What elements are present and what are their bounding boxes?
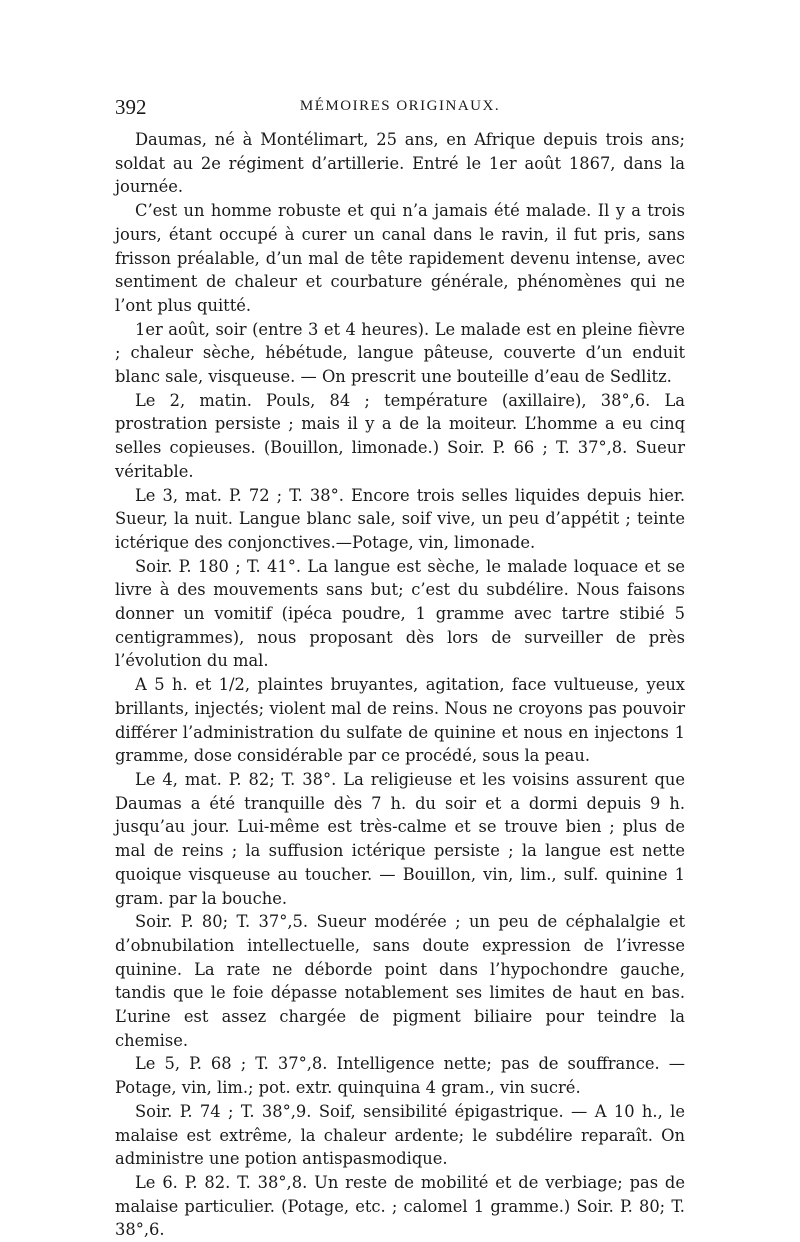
paragraph-day-5: Le 5, P. 68 ; T. 37°,8. Intelligence nette; pas de souffrance. —Potage, vin, lim.; pot. extr. quinquina 4 gram., vin sucré. [115, 1054, 685, 1098]
paragraph-day-4-evening: Soir. P. 80; T. 37°,5. Sueur modérée ; un peu de céphalalgie et d’obnubilation intellectuelle, sans doute expression de l’ivresse quinine. La rate ne déborde point dans l’hypochondre gauche, tandis que le foie dépasse notablement ses limites de haut en bas. L’urine est assez chargée de pigment biliaire pour teindre la chemise. [115, 912, 685, 1050]
paragraph-day-5-evening: Soir. P. 74 ; T. 38°,9. Soif, sensibilité épigastrique. — A 10 h., le malaise est extrême, la chaleur ardente; le subdélire reparaît. On administre une potion antispasmodique. [115, 1101, 685, 1169]
paragraph-day-4-morning: Le 4, mat. P. 82; T. 38°. La religieuse et les voisins assurent que Daumas a été tranquille dès 7 h. du soir et a dormi depuis 9 h. jusqu’au jour. Lui-même est très-calme et se trouve bien ; plus de mal de reins ; la suffusion ictérique persiste ; la langue est nette quoique visqueuse au toucher. — Bouillon, vin, lim., sulf. quinine 1 gram. par la bouche. [115, 769, 685, 908]
paragraph-day-3-half-past-five: A 5 h. et 1/2, plaintes bruyantes, agitation, face vultueuse, yeux brillants, injectés; violent mal de reins. Nous ne croyons pas pouvoir différer l’administration du sulfate de quinine et nous en injectons 1 gramme, dose considérable par ce procédé, sous la peau. [115, 675, 685, 766]
body-text [115, 128, 685, 1242]
page-header [115, 95, 685, 119]
paragraph-history: C’est un homme robuste et qui n’a jamais été malade. Il y a trois jours, étant occupé à curer un canal dans le ravin, il fut pris, sans frisson préalable, d’un mal de tête rapidement devenu intense, avec sentiment de chaleur et courbature générale, phénomènes qui ne l’ont plus quitté. [115, 201, 685, 315]
paragraph-day-3-evening: Soir. P. 180 ; T. 41°. La langue est sèche, le malade loquace et se livre à des mouvements sans but; c’est du subdélire. Nous faisons donner un vomitif (ipéca poudre, 1 gramme avec tartre stibié 5 centigrammes), nous proposant dès lors de surveiller de près l’évolution du mal. [115, 556, 685, 671]
paragraph-day-3-morning: Le 3, mat. P. 72 ; T. 38°. Encore trois selles liquides depuis hier. Sueur, la nuit. Langue blanc sale, soif vive, un peu d’appétit ; teinte ictérique des conjonctives.—Potage, vin, limonade. [115, 485, 685, 552]
paragraph-day-6: Le 6. P. 82. T. 38°,8. Un reste de mobilité et de verbiage; pas de malaise particulier. (Potage, etc. ; calomel 1 gramme.) Soir. P. 80; T. 38°,6. [115, 1172, 685, 1240]
paragraph-patient-intro: Daumas, né à Montélimart, 25 ans, en Afrique depuis trois ans; soldat au 2e régiment d’artillerie. Entré le 1er août 1867, dans la journée. [115, 130, 685, 197]
paragraph-day-2: Le 2, matin. Pouls, 84 ; température (axillaire), 38°,6. La prostration persiste ; mais il y a de la moiteur. L’homme a eu cinq selles copieuses. (Bouillon, limonade.) Soir. P. 66 ; T. 37°,8. Sueur véritable. [115, 390, 685, 481]
running-title: MÉMOIRES ORIGINAUX. [299, 98, 501, 114]
paragraph-august-1-evening: 1er août, soir (entre 3 et 4 heures). Le malade est en pleine fièvre ; chaleur sèche, hébétude, langue pâteuse, couverte d’un enduit blanc sale, visqueuse. — On prescrit une bouteille d’eau de Sedlitz. [115, 319, 685, 387]
page-number: 392 [115, 95, 147, 119]
